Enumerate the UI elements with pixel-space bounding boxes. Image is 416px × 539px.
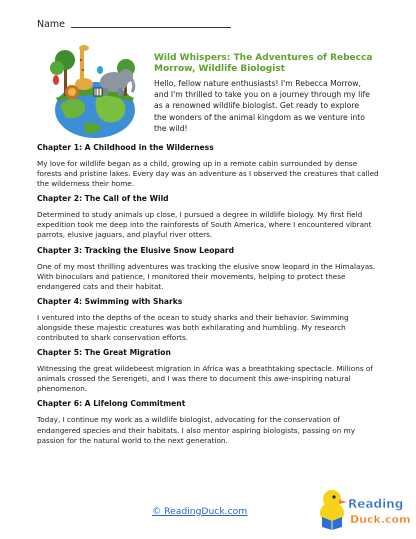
logo-text-duck: Duck.com bbox=[350, 513, 411, 526]
chapter-text: I ventured into the depths of the ocean to study sharks and their behavior. Swimming alongside these majestic creatures was both exhilarating and humbling. My research contributed to shark conservation efforts. bbox=[37, 312, 349, 343]
name-field[interactable] bbox=[37, 19, 231, 30]
chapter-heading: Chapter 6: A Lifelong Commitment bbox=[37, 399, 186, 409]
chapters-list bbox=[37, 143, 380, 451]
chapter-heading: Chapter 4: Swimming with Sharks bbox=[37, 296, 183, 306]
chapter-text: One of my most thrilling adventures was tracking the elusive snow leopard in the Himalayas. With binoculars and patience, I monitored their movements, helping to protect these endangered cats and their habitat. bbox=[37, 261, 376, 291]
reading-duck-logo[interactable] bbox=[316, 483, 411, 533]
chapter-1 bbox=[37, 143, 380, 189]
logo-text-reading: Reading bbox=[348, 497, 404, 511]
chapter-6 bbox=[37, 399, 380, 445]
chapter-heading: Chapter 1: A Childhood in the Wilderness bbox=[37, 143, 214, 152]
name-blank-line[interactable] bbox=[71, 26, 231, 28]
chapter-text: Determined to study animals up close, I pursued a degree in wildlife biology. My first field expedition took me deep into the rainforests of South America, where I encountered vibrant parrots, elusive jaguars, and playful river otters. bbox=[37, 210, 372, 240]
chapter-text: Witnessing the great wildebeest migration in Africa was a breathtaking spectacle. Millions of animals crossed the Serengeti, and I was there to document this awe-inspiring natural phenomenon. bbox=[37, 364, 373, 394]
chapter-text: Today, I continue my work as a wildlife biologist, advocating for the conservation of endangered species and their habitats. I also mentor aspiring biologists, passing on my passion for the natural world to the next generation. bbox=[37, 415, 355, 445]
globe-animals-illustration bbox=[44, 40, 146, 140]
chapter-5 bbox=[37, 348, 380, 394]
chapter-heading: Chapter 5: The Great Migration bbox=[37, 348, 171, 358]
chapter-text: My love for wildlife began as a child, growing up in a remote cabin surrounded by dense forests and pristine lakes. Every day was an adventure as I observed the creatures that called the wilderness their home. bbox=[37, 159, 379, 189]
article-intro: Hello, fellow nature enthusiasts! I'm Rebecca Morrow, and I'm thrilled to take you on a journey through my life as a renowned wildlife biologist. Get ready to explore the wonders of the animal kingdom as we venture into the wild! bbox=[154, 79, 370, 133]
name-label: Name bbox=[37, 19, 66, 30]
chapter-heading: Chapter 3: Tracking the Elusive Snow Leopard bbox=[37, 245, 235, 255]
readingduck-link[interactable]: © ReadingDuck.com bbox=[152, 506, 248, 517]
chapter-3 bbox=[37, 246, 380, 292]
chapter-heading: Chapter 2: The Call of the Wild bbox=[37, 194, 169, 204]
chapter-2 bbox=[37, 194, 380, 240]
article-title: Wild Whispers: The Adventures of Rebecca Morrow, Wildlife Biologist bbox=[154, 53, 373, 74]
chapter-4 bbox=[37, 297, 380, 343]
